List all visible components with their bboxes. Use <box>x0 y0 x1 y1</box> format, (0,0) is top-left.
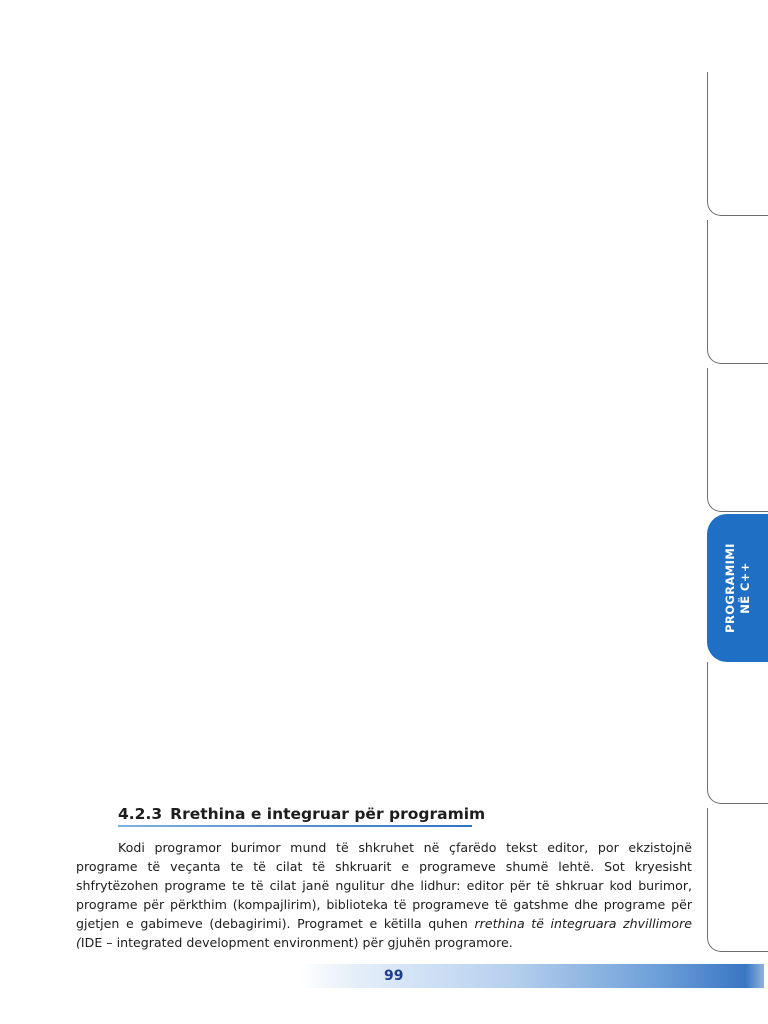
chapter-tab-active <box>707 514 768 662</box>
chapter-tab-5 <box>707 662 768 804</box>
chapter-tab-3 <box>707 368 768 512</box>
footer-band <box>300 964 764 988</box>
chapter-tab-2 <box>707 220 768 364</box>
heading-underline <box>118 825 472 827</box>
chapter-tab-label-line2: NË C++ <box>737 562 752 614</box>
paragraph-italic-term: rrethina të integruara zhvillimore ( <box>76 916 692 950</box>
paragraph-text-start: Kodi programor burimor mund të shkruhet në çfarëdo tekst editor, por ekzistojnë programe të veçanta te të cilat të shkruarit e programeve shumë lehtë. Sot kryesisht shfrytëzohen programe te të cilat janë ngulitur dhe lidhur: editor për të shkruar kod burimor, programe për përkthim (kompajlirim), biblioteka të programeve të gatshme dhe programe për gjetjen e gabimeve (debagirimi). Programet e këtilla quhen <box>76 840 692 931</box>
chapter-tab-label <box>723 543 753 633</box>
section-number: 4.2.3 <box>118 805 163 823</box>
page-number: 99 <box>384 968 404 984</box>
paragraph-text-end: IDE – integrated development environment) për gjuhën programore. <box>80 935 513 950</box>
chapter-tab-label-line1: PROGRAMIMI <box>722 543 737 633</box>
section-title: Rrethina e integruar për programim <box>170 805 486 823</box>
section-heading <box>118 805 485 823</box>
body-paragraph <box>76 838 692 952</box>
chapter-tab-1 <box>707 72 768 216</box>
chapter-tab-6 <box>707 808 768 952</box>
